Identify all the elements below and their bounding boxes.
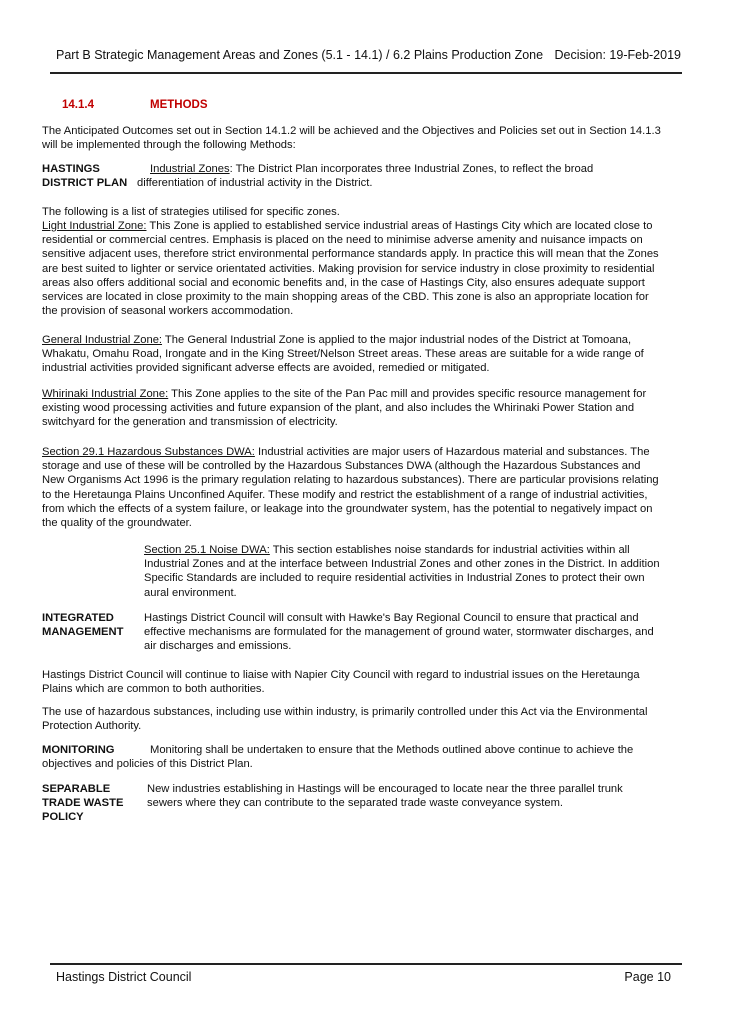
monitoring-label: MONITORING xyxy=(42,744,115,756)
intro-paragraph: The Anticipated Outcomes set out in Section 14.1.2 will be achieved and the Objectives and Policies set out in Section 14.1.3 will be implemented through the following Methods: xyxy=(42,125,661,152)
general-industrial-paragraph: General Industrial Zone: The General Industrial Zone is applied to the major industrial nodes of the District at Tomoana, Whakatu, Omahu Road, Irongate and in the King Street/Nelson Street areas. These areas are suitable for a wide range of industrial activities provided significant adverse effects are avoided, remedied or mitigated. xyxy=(42,334,644,375)
separable-paragraph: New industries establishing in Hastings will be encouraged to locate near the three parallel trunk sewers where they can contribute to the separated trade waste conveyance system. xyxy=(147,783,623,810)
header-decision: Decision: 19-Feb-2019 xyxy=(554,48,681,62)
monitoring-paragraph: Monitoring shall be undertaken to ensure that the Methods outlined above continue to achieve the objectives and policies of this District Plan. xyxy=(42,744,634,771)
section-number: 14.1.4 xyxy=(62,99,94,111)
footer-rule xyxy=(50,963,682,965)
whirinaki-paragraph: Whirinaki Industrial Zone: This Zone applies to the site of the Pan Pac mill and provides specific resource management for existing wood processing activities and future expansion of the plant, and also includes the Whirinaki Power Station and switchyard for the generation and transmission of electricity. xyxy=(42,388,647,429)
integrated-label: INTEGRATED MANAGEMENT xyxy=(42,612,124,639)
hdp-line2: differentiation of industrial activity in the District. xyxy=(137,177,373,189)
napier-paragraph: Hastings District Council will continue to liaise with Napier City Council with regard to industrial issues on the Heretaunga Plains which are common to both authorities. xyxy=(42,669,640,696)
hdp-label: HASTINGS DISTRICT PLAN xyxy=(42,163,128,190)
footer-org: Hastings District Council xyxy=(56,970,192,984)
strategies-intro: The following is a list of strategies utilised for specific zones. xyxy=(42,206,340,218)
separable-label: SEPARABLE TRADE WASTE POLICY xyxy=(42,783,124,824)
header-title: Part B Strategic Management Areas and Zones (5.1 - 14.1) / 6.2 Plains Production Zone xyxy=(56,48,544,62)
integrated-paragraph: Hastings District Council will consult with Hawke's Bay Regional Council to ensure that practical and effective mechanisms are formulated for the management of ground water, stormwater discharges, and air discharges and emissions. xyxy=(144,612,654,653)
noise-paragraph: Section 25.1 Noise DWA: This section establishes noise standards for industrial activities within all Industrial Zones and at the interface between Industrial Zones and other zones in the District. In addition Specific Standards are included to require residential activities in Industrial Zones to protect their own aural environment. xyxy=(144,544,660,599)
light-industrial-paragraph: Light Industrial Zone: This Zone is applied to established service industrial areas of Hastings City which are located close to residential or commercial centres. Emphasis is placed on the need to minimise adverse amenity and nuisance impacts on sensitive adjacent uses, therefore strict environmental performance standards apply. In practice this will mean that the Zones are best suited to lighter or service orientated activities. Making provision for service industry in close proximity to residential areas also offers additional social and economic benefits and, in the case of Hastings City, also ensures adequate support services are located in close proximity to the main shopping areas of the CBD. This zone is also an appropriate location for the provision of seasonal workers accommodation. xyxy=(42,220,659,318)
header-rule xyxy=(50,72,682,74)
hazuse-paragraph: The use of hazardous substances, including use within industry, is primarily controlled under this Act via the Environmental Protection Authority. xyxy=(42,706,648,733)
section-title: METHODS xyxy=(150,99,208,111)
hdp-line1: Industrial Zones: The District Plan incorporates three Industrial Zones, to reflect the broad xyxy=(150,163,594,175)
hazardous-paragraph: Section 29.1 Hazardous Substances DWA: Industrial activities are major users of Hazardous material and substances. The storage and use of these will be controlled by the Hazardous Substances DWA (although the Hazardous Substances and New Organisms Act 1996 is the primary regulation relating to hazardous substances). There are particular provisions relating to the Heretaunga Plains Unconfined Aquifer. These modify and restrict the establishment of a range of industrial activities, from which the effects of a system failure, or leakage into the groundwater system, has the potential to negatively impact on the quality of the groundwater. xyxy=(42,446,659,530)
footer-page: Page 10 xyxy=(624,970,671,984)
